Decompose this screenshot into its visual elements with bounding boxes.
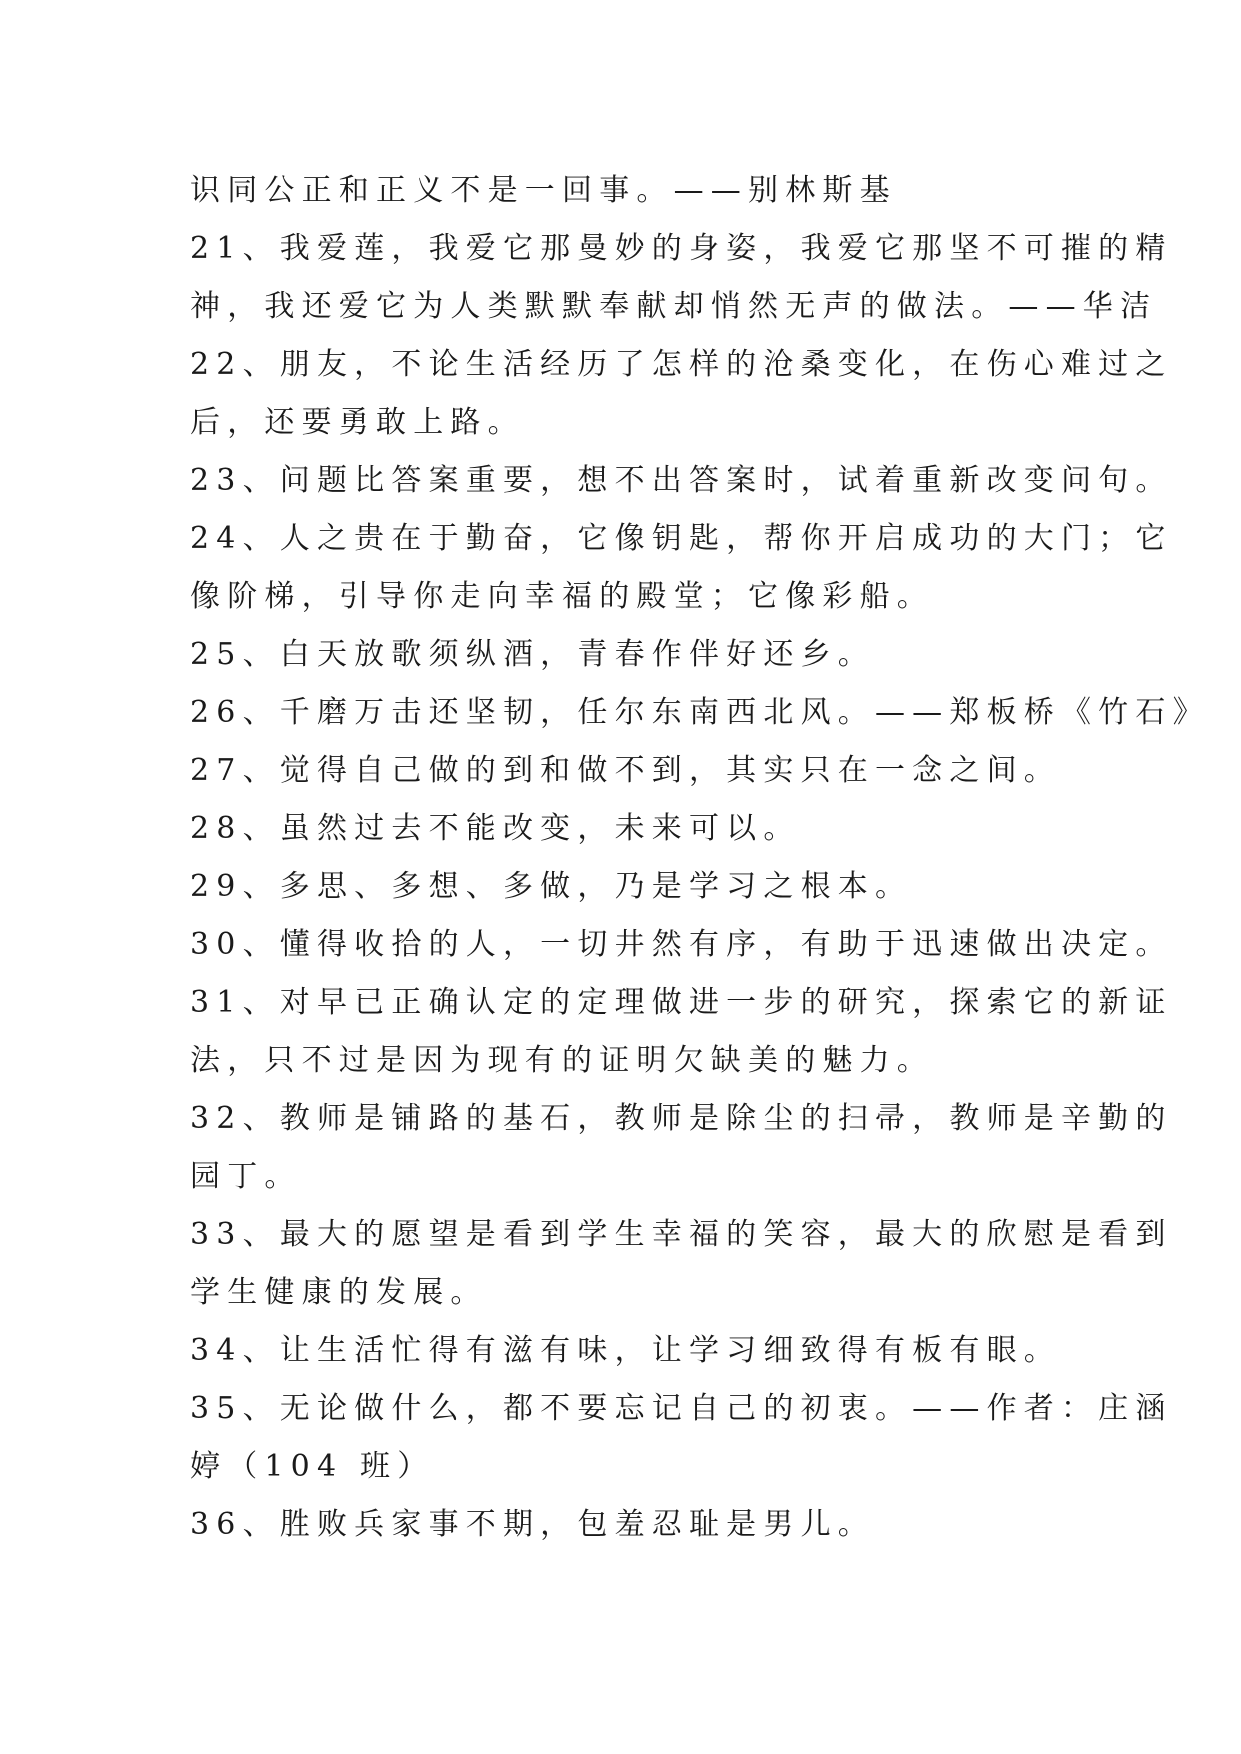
text-line-20: 学生健康的发展。 xyxy=(190,1275,488,1310)
text-line-23: 婷（104 班） xyxy=(190,1449,435,1484)
text-line-6: 23、问题比答案重要，想不出答案时，试着重新改变问句。 xyxy=(190,463,1173,498)
text-line-12: 28、虽然过去不能改变，未来可以。 xyxy=(190,811,801,846)
text-line-3: 神，我还爱它为人类默默奉献却悄然无声的做法。——华洁 xyxy=(190,289,1158,324)
text-line-13: 29、多思、多想、多做，乃是学习之根本。 xyxy=(190,869,913,904)
text-line-21: 34、让生活忙得有滋有味，让学习细致得有板有眼。 xyxy=(190,1333,1061,1368)
text-line-14: 30、懂得收拾的人，一切井然有序，有助于迅速做出决定。 xyxy=(190,927,1173,962)
text-line-4: 22、朋友，不论生活经历了怎样的沧桑变化，在伤心难过之 xyxy=(190,347,1173,382)
text-line-1: 识同公正和正义不是一回事。——别林斯基 xyxy=(190,173,897,208)
document-page xyxy=(190,162,1210,1554)
text-line-5: 后，还要勇敢上路。 xyxy=(190,405,525,440)
text-line-19: 33、最大的愿望是看到学生幸福的笑容，最大的欣慰是看到 xyxy=(190,1217,1173,1252)
text-line-8: 像阶梯，引导你走向幸福的殿堂；它像彩船。 xyxy=(190,579,934,614)
text-line-9: 25、白天放歌须纵酒，青春作伴好还乡。 xyxy=(190,637,875,672)
text-line-16: 法，只不过是因为现有的证明欠缺美的魅力。 xyxy=(190,1043,934,1078)
text-line-2: 21、我爱莲，我爱它那曼妙的身姿，我爱它那坚不可摧的精 xyxy=(190,231,1173,266)
text-line-7: 24、人之贵在于勤奋，它像钥匙，帮你开启成功的大门；它 xyxy=(190,521,1173,556)
text-line-24: 36、胜败兵家事不期，包羞忍耻是男儿。 xyxy=(190,1507,875,1542)
text-line-22: 35、无论做什么，都不要忘记自己的初衷。——作者：庄涵 xyxy=(190,1391,1173,1426)
text-line-17: 32、教师是铺路的基石，教师是除尘的扫帚，教师是辛勤的 xyxy=(190,1101,1173,1136)
text-line-18: 园丁。 xyxy=(190,1159,302,1194)
text-line-15: 31、对早已正确认定的定理做进一步的研究，探索它的新证 xyxy=(190,985,1173,1020)
text-line-11: 27、觉得自己做的到和做不到，其实只在一念之间。 xyxy=(190,753,1061,788)
text-line-10: 26、千磨万击还坚韧，任尔东南西北风。——郑板桥《竹石》 xyxy=(190,695,1210,730)
